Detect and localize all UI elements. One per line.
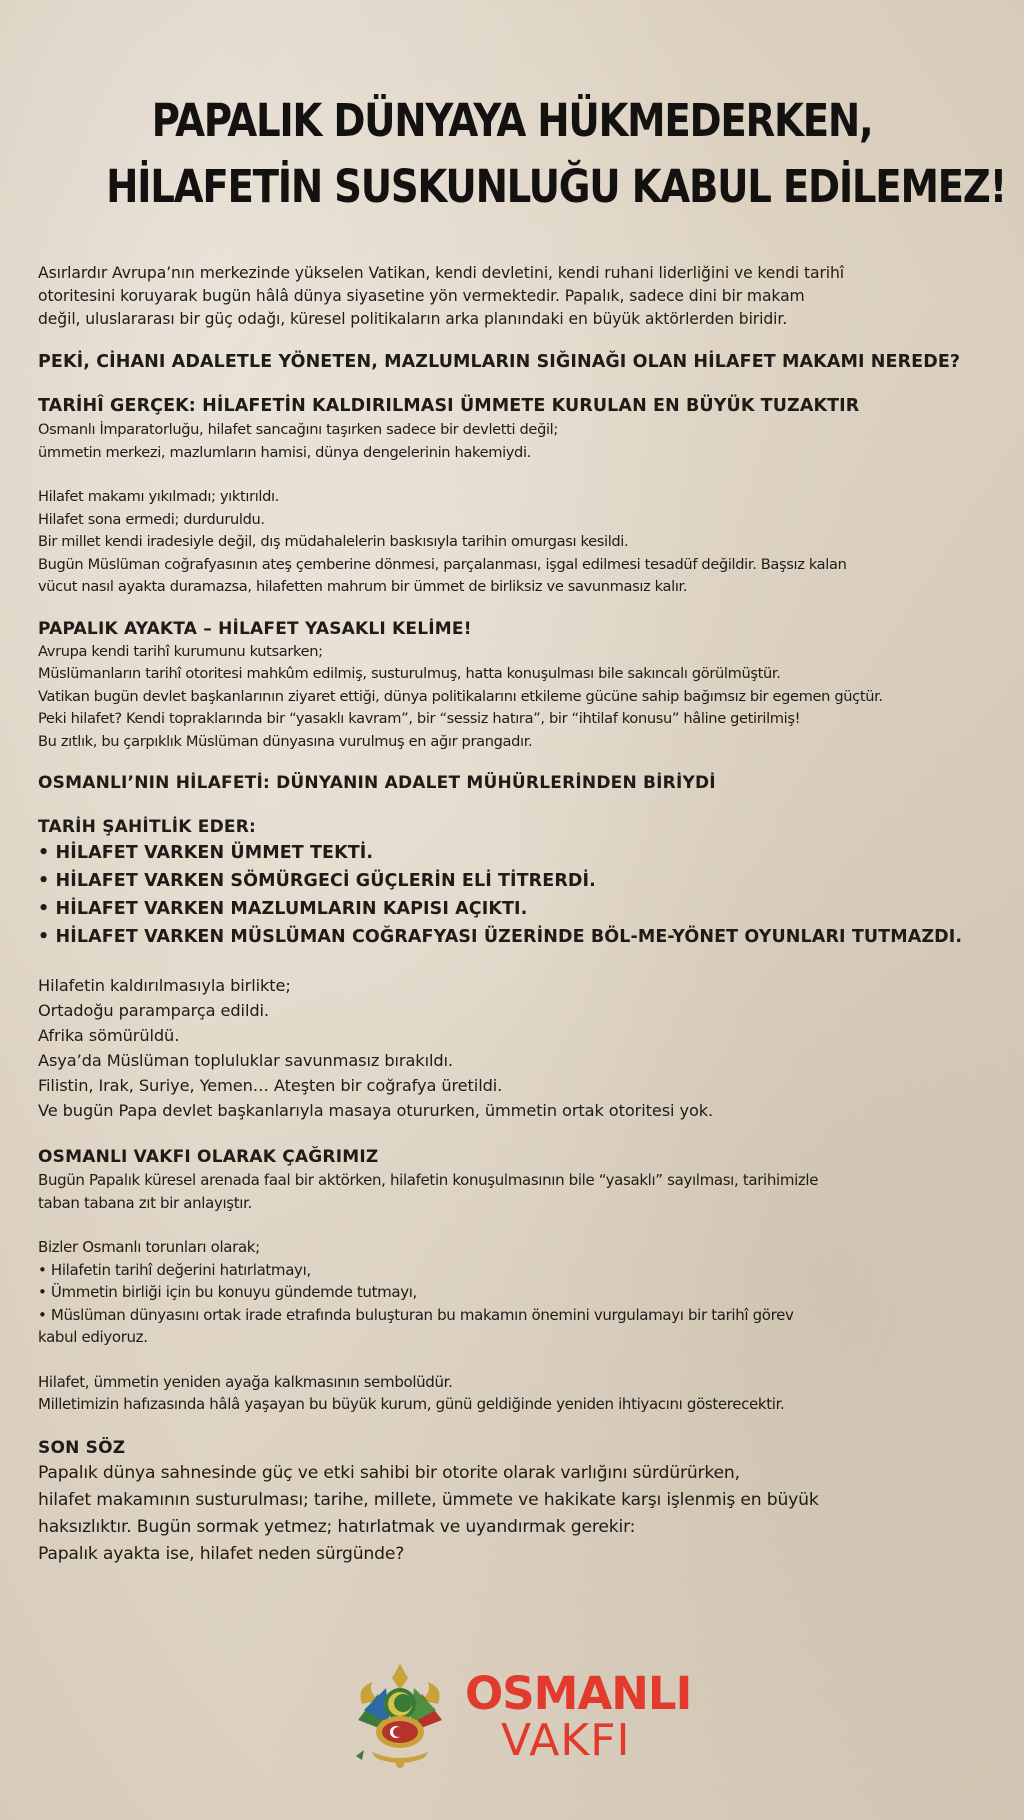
- logo-wordmark: [465, 1667, 692, 1766]
- paragraph-line: Bizler Osmanlı torunları olarak;: [38, 1238, 260, 1256]
- paragraph-line: Bugün Papalık küresel arenada faal bir aktörken, hilafetin konuşulmasının bile “yasaklı” sayılması, tarihimizle: [38, 1171, 819, 1189]
- paragraph-line: Filistin, Irak, Suriye, Yemen… Ateşten bir coğrafya üretildi.: [38, 1076, 503, 1095]
- question-heading: PEKİ, CİHANI ADALETLE YÖNETEN, MAZLUMLARIN SIĞINAĞI OLAN HİLAFET MAKAMI NEREDE?: [38, 352, 961, 372]
- osmanli-vakfi-logo: [350, 1660, 690, 1780]
- intro-line: otoritesini koruyarak bugün hâlâ dünya siyasetine yön vermektedir. Papalık, sadece dini bir makam: [38, 287, 805, 305]
- section-heading: OSMANLI VAKFI OLARAK ÇAĞRIMIZ: [38, 1147, 379, 1167]
- list-item: • HİLAFET VARKEN ÜMMET TEKTİ.: [38, 843, 374, 863]
- list-item: • Ümmetin birliği için bu konuyu gündemde tutmayı,: [38, 1283, 417, 1301]
- list-item: • Müslüman dünyasını ortak irade etrafında buluşturan bu makamın önemini vurgulamayı bir tarihî görev: [38, 1305, 794, 1324]
- ottoman-coat-of-arms-icon: [350, 1660, 450, 1770]
- paragraph-line: Hilafet makamı yıkılmadı; yıktırıldı.: [38, 488, 280, 505]
- list-item: • HİLAFET VARKEN MÜSLÜMAN COĞRAFYASI ÜZERİNDE BÖL-ME-YÖNET OYUNLARI TUTMAZDI.: [38, 927, 963, 947]
- logo-line-1: OSMANLI: [465, 1667, 692, 1720]
- page-title: [106, 88, 1006, 220]
- logo-line-2: VAKFI: [501, 1715, 631, 1766]
- section-heading: TARİHÎ GERÇEK: HİLAFETİN KALDIRILMASI ÜMMETE KURULAN EN BÜYÜK TUZAKTIR: [38, 396, 860, 416]
- paragraph-line: Hilafet sona ermedi; durduruldu.: [38, 510, 265, 528]
- paragraph-line: Hilafetin kaldırılmasıyla birlikte;: [38, 976, 291, 995]
- paragraph-line: hilafet makamının susturulması; tarihe, millete, ümmete ve hakikate karşı işlenmiş en büyük: [38, 1489, 819, 1510]
- paragraph-line: Müslümanların tarihî otoritesi mahkûm edilmiş, susturulmuş, hatta konuşulması bile sakıncalı görülmüştür.: [38, 665, 781, 682]
- list-item: • HİLAFET VARKEN SÖMÜRGECİ GÜÇLERİN ELİ TİTRERDİ.: [38, 871, 596, 891]
- paragraph-line: taban tabana zıt bir anlayıştır.: [38, 1193, 252, 1212]
- paragraph-line: Afrika sömürüldü.: [38, 1026, 180, 1045]
- list-item: • Hilafetin tarihî değerini hatırlatmayı,: [38, 1260, 311, 1279]
- paragraph-line: vücut nasıl ayakta duramazsa, hilafetten mahrum bir ümmet de birliksiz ve savunmasız kalır.: [38, 578, 688, 595]
- title-line-1: PAPALIK DÜNYAYA HÜKMEDERKEN,: [151, 94, 873, 147]
- section-heading: OSMANLI’NIN HİLAFETİ: DÜNYANIN ADALET MÜHÜRLERİNDEN BİRİYDİ: [38, 773, 716, 793]
- aftermath-paragraph: [38, 973, 988, 1123]
- section-heading: PAPALIK AYAKTA – HİLAFET YASAKLI KELİME!: [38, 618, 472, 639]
- paragraph-line: Asya’da Müslüman topluluklar savunmasız bırakıldı.: [38, 1051, 453, 1070]
- paragraph-line: Milletimizin hafızasında hâlâ yaşayan bu büyük kurum, günü geldiğinde yeniden ihtiyacını gösterecektir.: [38, 1395, 785, 1413]
- article-body: [38, 262, 988, 1568]
- list-item: • HİLAFET VARKEN MAZLUMLARIN KAPISI AÇIKTI.: [38, 899, 528, 919]
- paragraph-line: Hilafet, ümmetin yeniden ayağa kalkmasının sembolüdür.: [38, 1372, 453, 1391]
- paragraph-line: Bu zıtlık, bu çarpıklık Müslüman dünyasına vurulmuş en ağır prangadır.: [38, 732, 533, 750]
- paragraph-line: Avrupa kendi tarihî kurumunu kutsarken;: [38, 642, 323, 660]
- section-heading: TARİH ŞAHİTLİK EDER:: [38, 817, 257, 837]
- paragraph-line: Ve bugün Papa devlet başkanlarıyla masaya otururken, ümmetin ortak otoritesi yok.: [38, 1101, 714, 1120]
- paragraph-line: Peki hilafet? Kendi topraklarında bir “yasaklı kavram”, bir “sessiz hatıra”, bir “ihtilaf konusu” hâline getirilmiş!: [38, 710, 801, 727]
- paragraph-line: Ortadoğu paramparça edildi.: [38, 1001, 269, 1020]
- intro-line: değil, uluslararası bir güç odağı, küresel politikaların arka planındaki en büyük aktörlerden biridir.: [38, 310, 788, 328]
- paragraph-line: haksızlıktır. Bugün sormak yetmez; hatırlatmak ve uyandırmak gerekir:: [38, 1516, 636, 1537]
- paragraph-line: Vatikan bugün devlet başkanlarının ziyaret ettiği, dünya politikalarını etkileme gücüne sahip bağımsız bir egemen güçtür.: [38, 687, 883, 705]
- paragraph-line: Papalık dünya sahnesinde güç ve etki sahibi bir otorite olarak varlığını sürdürürken,: [38, 1462, 740, 1483]
- paragraph-line: Bugün Müslüman coğrafyasının ateş çemberine dönmesi, parçalanması, işgal edilmesi tesadüf değildir. Başsız kalan: [38, 555, 847, 573]
- paragraph-line: Papalık ayakta ise, hilafet neden sürgünde?: [38, 1543, 405, 1564]
- title-line-2: HİLAFETİN SUSKUNLUĞU KABUL EDİLEMEZ!: [106, 160, 1006, 213]
- intro-paragraph: [38, 262, 988, 331]
- bullet-list: [38, 839, 988, 951]
- paragraph-line: kabul ediyoruz.: [38, 1328, 148, 1346]
- intro-line: Asırlardır Avrupa’nın merkezinde yükselen Vatikan, kendi devletini, kendi ruhani liderliğini ve kendi tarihî: [38, 264, 844, 282]
- paragraph-line: ümmetin merkezi, mazlumların hamisi, dünya dengelerinin hakemiydi.: [38, 443, 531, 461]
- paragraph-line: Bir millet kendi iradesiyle değil, dış müdahalelerin baskısıyla tarihin omurgası kesildi.: [38, 533, 629, 550]
- section-heading: SON SÖZ: [38, 1437, 126, 1458]
- paragraph-line: Osmanlı İmparatorluğu, hilafet sancağını taşırken sadece bir devletti değil;: [38, 421, 558, 438]
